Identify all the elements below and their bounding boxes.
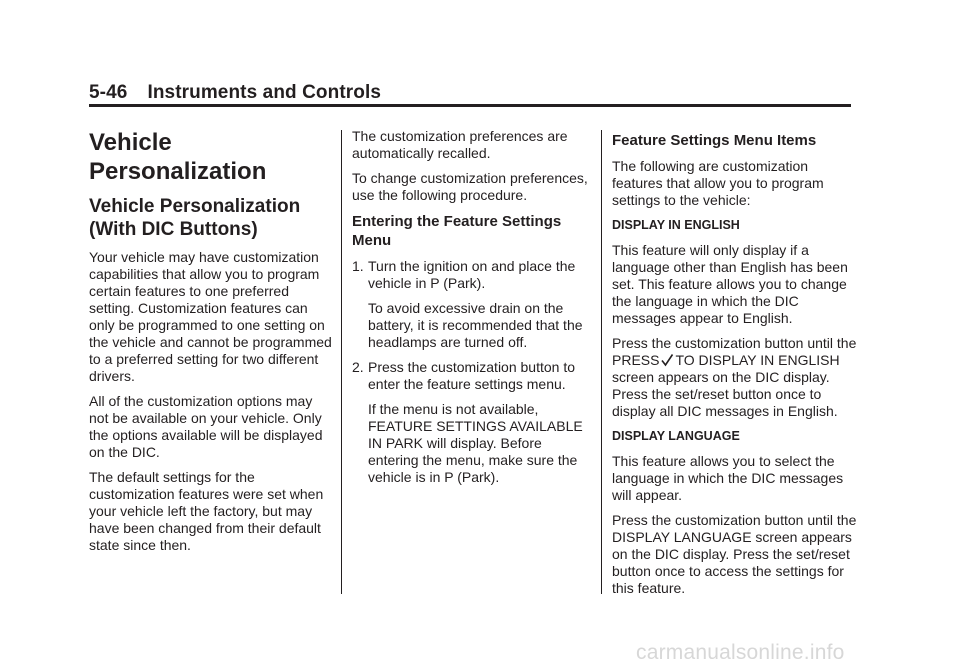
paragraph: The customization preferences are automatically recalled. <box>352 128 568 161</box>
step-body <box>368 359 592 486</box>
subsection-heading: Vehicle Personalization (With DIC Buttons) <box>89 196 301 240</box>
column-3 <box>612 128 860 605</box>
procedure-heading: Entering the Feature Settings Menu <box>352 213 562 249</box>
page-number: 5-46 <box>89 82 128 103</box>
page-header <box>89 82 851 106</box>
paragraph: The following are customization features that allow you to program settings to the vehicle: <box>612 158 824 208</box>
column-divider-1 <box>341 130 342 594</box>
header-text <box>89 82 851 104</box>
paragraph: Your vehicle may have customization capabilities that allow you to program certain features to one preferred setting. Customization features can only be programmed to one setting on the vehicle and cannot be programmed to a preferred setting for two different drivers. <box>89 249 332 384</box>
paragraph: To change customization preferences, use the following procedure. <box>352 170 588 203</box>
section-heading: Vehicle Personalization <box>89 129 267 185</box>
menu-items-heading: Feature Settings Menu Items <box>612 132 817 149</box>
paragraph: All of the customization options may not be available on your vehicle. Only the options available will be displayed on the DIC. <box>89 393 323 460</box>
column-divider-2 <box>601 130 602 594</box>
step-note: To avoid excessive drain on the battery, it is recommended that the headlamps are turned off. <box>368 300 583 350</box>
paragraph <box>612 335 860 420</box>
watermark: carmanualsonline.info <box>636 641 845 664</box>
paragraph: This feature will only display if a language other than English has been set. This feature allows you to change the language in which the DIC messages appear to English. <box>612 242 848 326</box>
paragraph: The default settings for the customization features were set when your vehicle left the factory, but may have been changed from their default state since then. <box>89 469 324 553</box>
instruction-text: Press the customization button until the PRESS <box>612 335 857 368</box>
instruction-text: TO DISPLAY IN ENGLISH screen appears on the DIC display. Press the set/reset button once to display all DIC messages in English. <box>612 352 840 419</box>
paragraph: Press the customization button until the DISPLAY LANGUAGE screen appears on the DIC display. Press the set/reset button once to access the settings for this feature. <box>612 512 857 596</box>
step-note: If the menu is not available, FEATURE SETTINGS AVAILABLE IN PARK will display. Before entering the menu, make sure the vehicle is in P (Park). <box>368 401 583 485</box>
checkmark-icon <box>660 353 674 367</box>
list-item <box>352 258 592 351</box>
step-body <box>368 258 592 351</box>
column-2 <box>352 128 592 494</box>
header-rule <box>89 104 851 107</box>
step-text: Press the customization button to enter the feature settings menu. <box>368 359 575 392</box>
step-text: Turn the ignition on and place the vehicle in P (Park). <box>368 258 576 291</box>
step-number: 1. <box>352 258 364 274</box>
list-item <box>352 359 592 486</box>
feature-label: DISPLAY LANGUAGE <box>612 429 740 443</box>
paragraph: This feature allows you to select the language in which the DIC messages will appear. <box>612 453 844 503</box>
section-title: Instruments and Controls <box>147 82 382 103</box>
feature-label: DISPLAY IN ENGLISH <box>612 218 740 232</box>
step-number: 2. <box>352 359 364 375</box>
procedure-steps <box>352 258 592 486</box>
column-1 <box>89 128 333 562</box>
